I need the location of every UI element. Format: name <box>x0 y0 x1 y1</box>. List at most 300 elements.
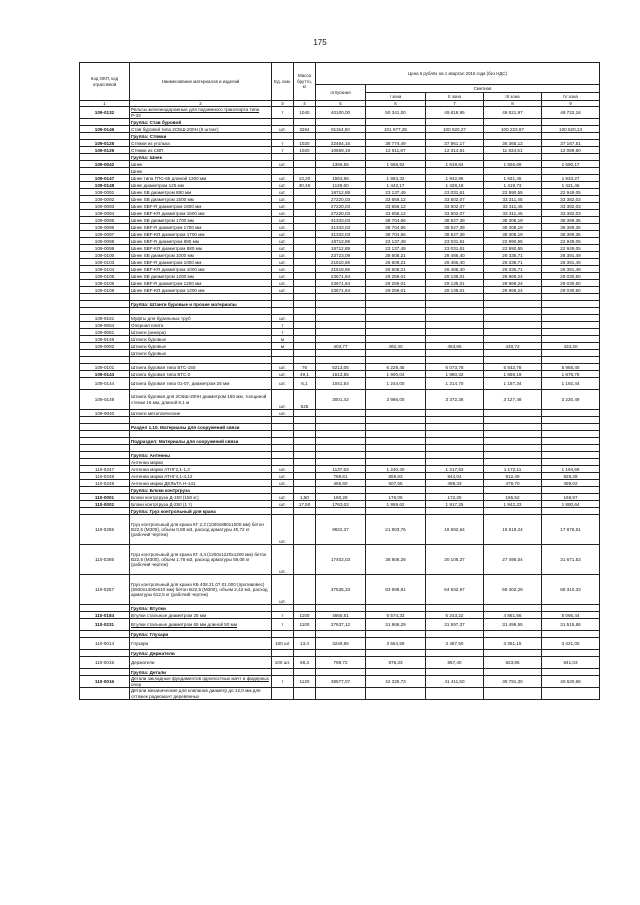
table-row <box>80 161 600 168</box>
row-code: 109-0144 <box>80 378 130 390</box>
row-code <box>80 605 130 612</box>
row-name: Опорная плита <box>130 322 272 329</box>
row-release-price: 1513,55 <box>316 371 366 378</box>
header-zone-2: II зона <box>426 93 484 101</box>
empty-cell <box>366 669 426 676</box>
row-mass <box>294 515 316 545</box>
row-unit: шт. <box>272 466 294 473</box>
row-zone-1-price: 50 341,00 <box>366 107 426 119</box>
empty-cell <box>316 487 366 494</box>
row-zone-2-price <box>426 168 484 175</box>
row-mass <box>294 259 316 266</box>
row-zone-4-price <box>542 445 600 452</box>
group-heading: Группа: Держатели <box>130 650 272 657</box>
row-mass: 1020 <box>294 147 316 154</box>
row-code <box>80 133 130 140</box>
row-code: 109-0105 <box>80 273 130 280</box>
row-code <box>80 154 130 161</box>
row-release-price: 3248,86 <box>316 638 366 650</box>
table-row <box>80 650 600 657</box>
row-unit <box>272 350 294 357</box>
row-code: 110-0267 <box>80 575 130 605</box>
row-mass <box>294 473 316 480</box>
row-zone-1-price: 23 137,49 <box>366 245 426 252</box>
row-zone-1-price <box>366 315 426 322</box>
table-row <box>80 515 600 545</box>
empty-cell <box>294 154 316 161</box>
row-code: 109-9054 <box>80 322 130 329</box>
row-release-price: 23671,84 <box>316 287 366 294</box>
row-mass: 1100 <box>294 612 316 619</box>
row-release-price: 1041,54 <box>316 378 366 390</box>
row-name: Стяжки из уголька <box>130 140 272 147</box>
empty-cell <box>272 669 294 676</box>
row-zone-2-price: 498,33 <box>426 480 484 487</box>
row-zone-4-price <box>542 417 600 424</box>
empty-cell <box>366 301 426 308</box>
table-row <box>80 688 600 700</box>
empty-cell <box>426 487 484 494</box>
row-unit: шт. <box>272 390 294 410</box>
row-zone-3-price <box>484 431 542 438</box>
row-zone-1-price: 1 443,17 <box>366 182 426 189</box>
row-name: Шнек типа ГПС-65 длиной 1300 мм <box>130 175 272 182</box>
empty-cell <box>316 669 366 676</box>
row-mass <box>294 417 316 424</box>
row-name: Блоки контргруза Д-250 (1 т) <box>130 501 272 508</box>
row-unit: шт. <box>272 217 294 224</box>
empty-cell <box>272 438 294 445</box>
row-code: 109-9040 <box>80 410 130 417</box>
row-code: 109-0106 <box>80 280 130 287</box>
empty-cell <box>294 508 316 515</box>
row-zone-3-price: 3 351,15 <box>484 638 542 650</box>
row-code: 109-0104 <box>80 266 130 273</box>
row-unit: т <box>272 329 294 336</box>
row-code <box>80 459 130 466</box>
empty-cell <box>366 650 426 657</box>
empty-cell <box>272 424 294 431</box>
empty-cell <box>294 301 316 308</box>
row-release-price: 23723,09 <box>316 252 366 259</box>
table-row <box>80 308 600 315</box>
row-release-price: 32464,16 <box>316 140 366 147</box>
row-unit: шт. <box>272 203 294 210</box>
empty-cell <box>294 133 316 140</box>
row-release-price <box>316 350 366 357</box>
empty-cell <box>542 424 600 431</box>
table-row <box>80 669 600 676</box>
group-heading: Группа: Груз контрольный для крана <box>130 508 272 515</box>
row-release-price <box>316 315 366 322</box>
row-release-price: 18712,89 <box>316 245 366 252</box>
row-zone-4-price <box>542 322 600 329</box>
row-zone-4-price: 22 949,05 <box>542 245 600 252</box>
row-mass: 1,50 <box>294 494 316 501</box>
row-zone-2-price <box>426 459 484 466</box>
row-zone-2-price: 1 880,32 <box>426 371 484 378</box>
section-heading: Подраздел: Материалы для сооружений связи <box>130 438 272 445</box>
header-estimate: Сметная <box>366 85 600 93</box>
row-zone-3-price: 1 419,73 <box>484 182 542 189</box>
empty-cell <box>484 452 542 459</box>
row-unit <box>272 688 294 700</box>
empty-cell <box>542 154 600 161</box>
row-code: 110-0001 <box>80 494 130 501</box>
row-release-price <box>316 308 366 315</box>
row-name <box>130 431 272 438</box>
row-mass: 30,46 <box>294 182 316 189</box>
row-name: Штанга буровая для 2СБШ-200Н диаметром 180 мм, толщиной стенки 16 мм, длиной 8,1 м <box>130 390 272 410</box>
row-code: 109-0099 <box>80 245 130 252</box>
row-name: Антенна марки АТНГ4,1-4,12 <box>130 473 272 480</box>
row-zone-3-price <box>484 459 542 466</box>
row-code: 109-0091 <box>80 189 130 196</box>
row-code: 109-9051 <box>80 329 130 336</box>
row-name: Шнек SBF-KR диаметром 1000 мм <box>130 266 272 273</box>
row-zone-4-price <box>542 350 600 357</box>
row-zone-2-price: 100 620,27 <box>426 126 484 133</box>
row-mass <box>294 480 316 487</box>
column-number: 3 <box>272 101 294 107</box>
empty-cell <box>484 438 542 445</box>
row-release-price: 1149,60 <box>316 182 366 189</box>
row-release-price: 1563,96 <box>316 175 366 182</box>
empty-cell <box>294 487 316 494</box>
row-zone-1-price: 1 959,62 <box>366 501 426 508</box>
empty-cell <box>366 631 426 638</box>
row-name: Штанга буровая типа БТС-2 <box>130 371 272 378</box>
row-mass <box>294 410 316 417</box>
row-name: Антенна марки <box>130 459 272 466</box>
row-zone-3-price <box>484 445 542 452</box>
table-row <box>80 322 600 329</box>
row-mass <box>294 315 316 322</box>
row-unit: т <box>272 107 294 119</box>
column-number: 1 <box>80 101 130 107</box>
table-row <box>80 273 600 280</box>
row-unit: т <box>272 612 294 619</box>
row-name: Шнек SB диаметром 880 мм <box>130 189 272 196</box>
row-zone-3-price: 1 842,23 <box>484 501 542 508</box>
group-heading: Группа: Антенны <box>130 452 272 459</box>
row-zone-4-price <box>542 357 600 364</box>
row-zone-4-price: 17 876,61 <box>542 515 600 545</box>
row-code: 109-0103 <box>80 259 130 266</box>
row-zone-4-price <box>542 459 600 466</box>
row-code <box>80 294 130 301</box>
row-name: Шнек SB диаметром 1500 мм <box>130 196 272 203</box>
table-row <box>80 508 600 515</box>
table-row <box>80 231 600 238</box>
empty-cell <box>294 424 316 431</box>
page-number: 175 <box>313 38 327 47</box>
row-zone-1-price: 42 325,73 <box>366 676 426 688</box>
row-unit: шт. <box>272 182 294 189</box>
row-name: Шнек SBF-KR диаметром 1500 мм <box>130 210 272 217</box>
row-mass <box>294 308 316 315</box>
empty-cell <box>316 438 366 445</box>
row-code: 110-0015 <box>80 657 130 669</box>
empty-cell <box>542 631 600 638</box>
row-zone-1-price <box>366 322 426 329</box>
row-zone-1-price <box>366 350 426 357</box>
column-number: 7 <box>426 101 484 107</box>
row-zone-1-price: 507,65 <box>366 480 426 487</box>
row-zone-1-price: 1 900,04 <box>366 371 426 378</box>
empty-cell <box>542 605 600 612</box>
table-body <box>80 107 600 700</box>
empty-cell <box>426 119 484 126</box>
empty-cell <box>272 508 294 515</box>
row-unit: шт. <box>272 273 294 280</box>
row-code: 109-0042 <box>80 161 130 168</box>
row-name: Шнек <box>130 161 272 168</box>
row-zone-3-price: 59 302,29 <box>484 575 542 605</box>
empty-cell <box>484 487 542 494</box>
row-name: Штанги буровые <box>130 350 272 357</box>
row-zone-4-price: 38 389,36 <box>542 231 600 238</box>
row-mass <box>294 287 316 294</box>
row-name: Штанги (анкера) <box>130 329 272 336</box>
row-zone-1-price: 5 574,33 <box>366 612 426 619</box>
row-zone-1-price: 83 698,81 <box>366 575 426 605</box>
row-mass <box>294 189 316 196</box>
row-zone-3-price: 27 495,04 <box>484 545 542 575</box>
row-zone-3-price: 22 990,55 <box>484 245 542 252</box>
row-release-price <box>316 329 366 336</box>
empty-cell <box>484 119 542 126</box>
row-zone-2-price: 38 527,39 <box>426 224 484 231</box>
row-code: 109-0092 <box>80 196 130 203</box>
row-unit: шт. <box>272 378 294 390</box>
price-table <box>79 62 600 700</box>
row-mass: 76 <box>294 364 316 371</box>
row-zone-1-price: 28 608,21 <box>366 252 426 259</box>
row-zone-1-price: 6 228,45 <box>366 364 426 371</box>
row-zone-4-price <box>542 431 600 438</box>
empty-cell <box>272 650 294 657</box>
header-mass: Масса брутто, кг <box>294 63 316 101</box>
row-zone-2-price <box>426 329 484 336</box>
empty-cell <box>366 438 426 445</box>
row-zone-2-price: 1 217,63 <box>426 466 484 473</box>
row-zone-1-price: 1 658,92 <box>366 161 426 168</box>
row-name: Шнек SBF-R диаметром 1200 мм <box>130 280 272 287</box>
row-mass <box>294 161 316 168</box>
row-unit: шт. <box>272 371 294 378</box>
group-heading: Группа: Втулки <box>130 605 272 612</box>
header-release-price: отпускная <box>316 85 366 101</box>
row-unit: шт. <box>272 364 294 371</box>
row-zone-4-price: 29 030,60 <box>542 280 600 287</box>
row-zone-1-price: 23 137,49 <box>366 189 426 196</box>
row-zone-4-price: 22 949,05 <box>542 189 600 196</box>
row-zone-2-price: 1 428,18 <box>426 182 484 189</box>
row-mass <box>294 575 316 605</box>
header-price-title: Цена в рублях на 1 квартал 2016 года (без НДС) <box>316 63 600 85</box>
empty-cell <box>294 669 316 676</box>
row-zone-3-price: 100 223,67 <box>484 126 542 133</box>
empty-cell <box>542 133 600 140</box>
row-zone-3-price: 11 834,51 <box>484 147 542 154</box>
row-name: Груз контрольный для крана КБ 408.21.07.01.000 (противовес) (5500х1400х610 мм) бетон В22,5 (М300), объем 2,42 м3, расход арматуры 612,5 кг (рабочий чертеж) <box>130 575 272 605</box>
row-unit <box>272 459 294 466</box>
row-zone-3-price: 812,49 <box>484 473 542 480</box>
table-row <box>80 657 600 669</box>
row-release-price: 31333,03 <box>316 231 366 238</box>
row-name: Груз контрольный для крана КГ 4,4 (1200х1220х1200 мм) бетон В22,5 (М300), объем 1,76 м3, расход арматуры 59,08 кг (рабочий чертеж) <box>130 545 272 575</box>
table-header <box>80 63 600 107</box>
row-zone-4-price: 22 949,05 <box>542 238 600 245</box>
row-name: Глухари <box>130 638 272 650</box>
row-release-price: 81154,50 <box>316 126 366 133</box>
row-code: 110-0266 <box>80 545 130 575</box>
row-code: 109-0143 <box>80 371 130 378</box>
table-row <box>80 147 600 154</box>
row-code <box>80 631 130 638</box>
table-row <box>80 210 600 217</box>
row-code: 109-0126 <box>80 147 130 154</box>
empty-cell <box>426 438 484 445</box>
row-zone-1-price: 38 704,56 <box>366 224 426 231</box>
row-release-price: 403,77 <box>316 343 366 350</box>
row-name: Шнек SBF-R диаметром 880 мм <box>130 238 272 245</box>
table-row <box>80 424 600 431</box>
row-zone-2-price: 1 214,70 <box>426 378 484 390</box>
row-zone-4-price: 489,02 <box>542 480 600 487</box>
row-code: 109-0094 <box>80 210 130 217</box>
row-mass: 6,1 <box>294 378 316 390</box>
empty-cell <box>366 154 426 161</box>
row-zone-3-price <box>484 410 542 417</box>
header-code: Код ОКП, код отраслевой <box>80 63 130 101</box>
row-code: 109-0147 <box>80 175 130 182</box>
row-unit: шт. <box>272 266 294 273</box>
row-unit: т <box>272 140 294 147</box>
row-zone-1-price: 38 704,56 <box>366 217 426 224</box>
empty-cell <box>366 487 426 494</box>
row-release-price: 1137,63 <box>316 466 366 473</box>
row-unit: шт. <box>272 175 294 182</box>
row-zone-1-price: 23 137,49 <box>366 238 426 245</box>
row-mass <box>294 210 316 217</box>
row-name <box>130 294 272 301</box>
table-row <box>80 329 600 336</box>
row-zone-3-price <box>484 168 542 175</box>
row-code <box>80 688 130 700</box>
row-release-price: 9822,37 <box>316 515 366 545</box>
table-row <box>80 494 600 501</box>
row-release-price <box>316 168 366 175</box>
table-row <box>80 154 600 161</box>
row-zone-4-price: 1 880,64 <box>542 501 600 508</box>
empty-cell <box>294 119 316 126</box>
row-zone-3-price <box>484 308 542 315</box>
empty-cell <box>316 424 366 431</box>
row-release-price <box>316 357 366 364</box>
table-row <box>80 189 600 196</box>
table-row <box>80 417 600 424</box>
row-zone-1-price <box>366 688 426 700</box>
empty-cell <box>316 154 366 161</box>
row-release-price: 798,72 <box>316 657 366 669</box>
row-unit: шт. <box>272 315 294 322</box>
row-code: 109-0108 <box>80 287 130 294</box>
column-number: 9 <box>542 101 600 107</box>
table-row <box>80 266 600 273</box>
empty-cell <box>542 508 600 515</box>
empty-cell <box>366 119 426 126</box>
row-release-price <box>316 431 366 438</box>
table-row <box>80 217 600 224</box>
table-row <box>80 473 600 480</box>
row-zone-4-price: 33 382,03 <box>542 196 600 203</box>
row-mass <box>294 431 316 438</box>
row-zone-4-price: 49 722,16 <box>542 107 600 119</box>
row-mass <box>294 459 316 466</box>
row-name: Детали закладные фундаментов однопостных мачт и фидерных опор <box>130 676 272 688</box>
row-mass: 17,50 <box>294 501 316 508</box>
header-zone-1: I зона <box>366 93 426 101</box>
row-name: Детали механические для клапанов диаметр до 12,0 мм для оттяжек радиомачт деревянных <box>130 688 272 700</box>
row-mass: 1040 <box>294 107 316 119</box>
row-zone-2-price: 172,25 <box>426 494 484 501</box>
row-code: 110-0265 <box>80 515 130 545</box>
empty-cell <box>272 301 294 308</box>
price-table-sheet <box>79 62 599 700</box>
row-mass <box>294 196 316 203</box>
row-name <box>130 357 272 364</box>
row-name: Шнек SBF-R диаметром 1700 мм <box>130 224 272 231</box>
empty-cell <box>294 438 316 445</box>
row-release-price: 23671,84 <box>316 273 366 280</box>
row-unit: шт. <box>272 473 294 480</box>
row-zone-1-price <box>366 168 426 175</box>
row-code: 110-0247 <box>80 466 130 473</box>
row-mass <box>294 466 316 473</box>
column-number: 8 <box>484 101 542 107</box>
row-zone-4-price: 5 968,40 <box>542 364 600 371</box>
row-zone-1-price: 1 963,32 <box>366 175 426 182</box>
row-code: 109-0125 <box>80 140 130 147</box>
row-zone-1-price: 3 986,00 <box>366 390 426 410</box>
empty-cell <box>316 133 366 140</box>
row-name: Став буровой типа 2СБШ-200Н (6 штанг) <box>130 126 272 133</box>
column-number: 6 <box>366 101 426 107</box>
row-zone-3-price: 28 969,24 <box>484 273 542 280</box>
row-zone-3-price: 479,70 <box>484 480 542 487</box>
row-mass <box>294 168 316 175</box>
row-zone-4-price: 828,28 <box>542 473 600 480</box>
row-unit <box>272 294 294 301</box>
row-release-price: 21510,86 <box>316 259 366 266</box>
row-zone-1-price: 29 259,01 <box>366 287 426 294</box>
row-unit: шт. <box>272 238 294 245</box>
row-zone-4-price: 100 620,13 <box>542 126 600 133</box>
row-mass: 1020 <box>294 140 316 147</box>
row-zone-1-price: 1 240,40 <box>366 466 426 473</box>
row-zone-3-price: 33 311,45 <box>484 196 542 203</box>
row-release-price <box>316 322 366 329</box>
row-zone-1-price <box>366 459 426 466</box>
row-name <box>130 417 272 424</box>
section-heading: Группа: Штанги буровые и прочие материалы <box>130 301 272 308</box>
empty-cell <box>484 133 542 140</box>
row-unit: шт. <box>272 575 294 605</box>
row-mass: 68,3 <box>294 657 316 669</box>
row-zone-2-price: 23 031,61 <box>426 238 484 245</box>
